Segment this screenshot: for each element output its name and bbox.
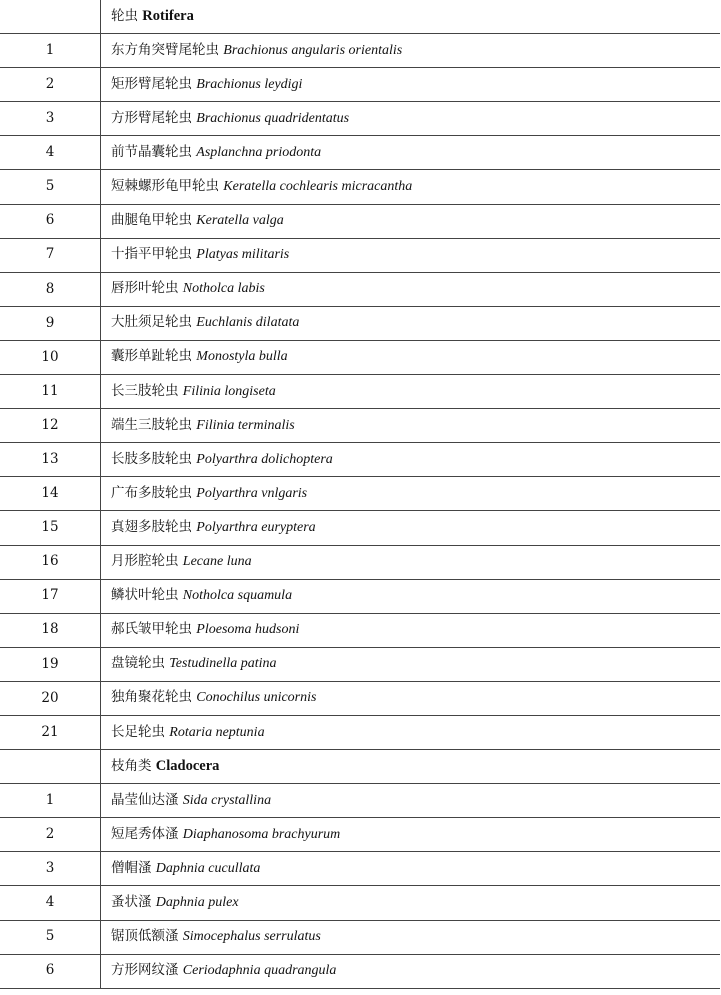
group-header-row bbox=[0, 0, 720, 34]
group-num-cell bbox=[0, 750, 101, 784]
table-row bbox=[0, 102, 720, 136]
species-cn-name: 僧帽溞 bbox=[111, 859, 152, 876]
row-number: 14 bbox=[0, 477, 101, 511]
species-name-cell bbox=[101, 340, 721, 374]
row-number: 4 bbox=[0, 886, 101, 920]
species-cn-name: 囊形单趾轮虫 bbox=[111, 348, 192, 365]
species-name-cell bbox=[101, 818, 721, 852]
species-name-cell bbox=[101, 170, 721, 204]
row-number: 3 bbox=[0, 102, 101, 136]
species-name-cell bbox=[101, 545, 721, 579]
row-number: 7 bbox=[0, 238, 101, 272]
species-name-cell bbox=[101, 579, 721, 613]
species-latin-name: Rotaria neptunia bbox=[169, 724, 265, 740]
species-name-cell bbox=[101, 886, 721, 920]
species-cn-name: 端生三肢轮虫 bbox=[111, 416, 192, 433]
species-latin-name: Testudinella patina bbox=[169, 656, 277, 672]
row-number: 13 bbox=[0, 443, 101, 477]
species-name-cell bbox=[101, 784, 721, 818]
row-number: 19 bbox=[0, 647, 101, 681]
species-name-cell bbox=[101, 511, 721, 545]
row-number: 2 bbox=[0, 68, 101, 102]
table-row bbox=[0, 545, 720, 579]
species-latin-name: Conochilus unicornis bbox=[196, 690, 317, 706]
species-name-cell bbox=[101, 34, 721, 68]
species-latin-name: Notholca squamula bbox=[182, 588, 293, 604]
table-row bbox=[0, 170, 720, 204]
species-cn-name: 独角聚花轮虫 bbox=[111, 689, 192, 706]
row-number: 18 bbox=[0, 613, 101, 647]
species-name-cell bbox=[101, 68, 721, 102]
group-latin-name: Cladocera bbox=[155, 758, 220, 775]
species-latin-name: Daphnia pulex bbox=[155, 894, 239, 910]
species-latin-name: Lecane luna bbox=[182, 554, 252, 570]
species-latin-name: Filinia terminalis bbox=[196, 417, 295, 433]
species-cn-name: 方形网纹溞 bbox=[111, 962, 179, 979]
row-number: 11 bbox=[0, 375, 101, 409]
row-number: 6 bbox=[0, 204, 101, 238]
species-cn-name: 前节晶囊轮虫 bbox=[111, 143, 192, 160]
species-cn-name: 方形臂尾轮虫 bbox=[111, 109, 192, 126]
species-name-cell bbox=[101, 375, 721, 409]
table-row bbox=[0, 238, 720, 272]
table-row bbox=[0, 375, 720, 409]
species-name-cell bbox=[101, 409, 721, 443]
table-row bbox=[0, 818, 720, 852]
species-name-cell bbox=[101, 954, 721, 988]
species-cn-name: 锯顶低额溞 bbox=[111, 928, 179, 945]
species-latin-name: Monostyla bulla bbox=[196, 349, 288, 365]
species-name-cell bbox=[101, 204, 721, 238]
table-row bbox=[0, 681, 720, 715]
species-cn-name: 广布多肢轮虫 bbox=[111, 484, 192, 501]
table-row bbox=[0, 272, 720, 306]
row-number: 2 bbox=[0, 818, 101, 852]
row-number: 10 bbox=[0, 340, 101, 374]
species-cn-name: 长三肢轮虫 bbox=[111, 382, 179, 399]
row-number: 12 bbox=[0, 409, 101, 443]
species-latin-name: Platyas militaris bbox=[196, 247, 290, 263]
table-row bbox=[0, 409, 720, 443]
row-number: 15 bbox=[0, 511, 101, 545]
row-number: 5 bbox=[0, 920, 101, 954]
table-row bbox=[0, 647, 720, 681]
row-number: 1 bbox=[0, 784, 101, 818]
species-name-cell bbox=[101, 852, 721, 886]
table-row bbox=[0, 715, 720, 749]
species-cn-name: 郝氏皱甲轮虫 bbox=[111, 621, 192, 638]
group-cn-name: 轮虫 bbox=[111, 8, 138, 25]
row-number: 5 bbox=[0, 170, 101, 204]
species-latin-name: Ceriodaphnia quadrangula bbox=[182, 963, 337, 979]
row-number: 8 bbox=[0, 272, 101, 306]
table-row bbox=[0, 920, 720, 954]
species-cn-name: 长肢多肢轮虫 bbox=[111, 450, 192, 467]
table-row bbox=[0, 136, 720, 170]
species-latin-name: Asplanchna priodonta bbox=[196, 144, 322, 160]
row-number: 9 bbox=[0, 306, 101, 340]
species-latin-name: Notholca labis bbox=[182, 281, 265, 297]
row-number: 6 bbox=[0, 954, 101, 988]
group-num-cell bbox=[0, 0, 101, 34]
table-row bbox=[0, 68, 720, 102]
species-latin-name: Euchlanis dilatata bbox=[196, 315, 300, 331]
table-row bbox=[0, 886, 720, 920]
species-latin-name: Brachionus angularis orientalis bbox=[223, 42, 403, 58]
row-number: 16 bbox=[0, 545, 101, 579]
species-cn-name: 鳞状叶轮虫 bbox=[111, 587, 179, 604]
species-name-cell bbox=[101, 715, 721, 749]
species-cn-name: 东方角突臂尾轮虫 bbox=[111, 41, 219, 58]
species-name-cell bbox=[101, 136, 721, 170]
table-row bbox=[0, 340, 720, 374]
table-row bbox=[0, 443, 720, 477]
table-row bbox=[0, 204, 720, 238]
species-latin-name: Ploesoma hudsoni bbox=[196, 622, 300, 638]
species-cn-name: 唇形叶轮虫 bbox=[111, 280, 179, 297]
species-cn-name: 长足轮虫 bbox=[111, 723, 165, 740]
species-latin-name: Brachionus leydigi bbox=[196, 76, 303, 92]
table-row bbox=[0, 579, 720, 613]
species-latin-name: Daphnia cucullata bbox=[155, 860, 261, 876]
species-name-cell bbox=[101, 613, 721, 647]
row-number: 17 bbox=[0, 579, 101, 613]
species-cn-name: 晶莹仙达溞 bbox=[111, 791, 179, 808]
species-cn-name: 真翅多肢轮虫 bbox=[111, 518, 192, 535]
species-name-cell bbox=[101, 306, 721, 340]
species-latin-name: Simocephalus serrulatus bbox=[182, 929, 321, 945]
species-name-cell bbox=[101, 238, 721, 272]
species-name-cell bbox=[101, 443, 721, 477]
row-number: 1 bbox=[0, 34, 101, 68]
table-row bbox=[0, 34, 720, 68]
group-name-cell bbox=[101, 750, 721, 784]
row-number: 3 bbox=[0, 852, 101, 886]
row-number: 21 bbox=[0, 715, 101, 749]
group-header-row bbox=[0, 750, 720, 784]
species-latin-name: Polyarthra vnlgaris bbox=[196, 485, 308, 501]
species-name-cell bbox=[101, 477, 721, 511]
row-number: 4 bbox=[0, 136, 101, 170]
species-cn-name: 曲腿龟甲轮虫 bbox=[111, 212, 192, 229]
table-row bbox=[0, 477, 720, 511]
species-latin-name: Sida crystallina bbox=[182, 792, 272, 808]
table-row bbox=[0, 954, 720, 988]
species-cn-name: 短尾秀体溞 bbox=[111, 825, 179, 842]
species-latin-name: Brachionus quadridentatus bbox=[196, 110, 350, 126]
species-latin-name: Polyarthra dolichoptera bbox=[196, 451, 333, 467]
group-name-cell bbox=[101, 0, 721, 34]
species-latin-name: Diaphanosoma brachyurum bbox=[182, 826, 341, 842]
species-latin-name: Filinia longiseta bbox=[182, 383, 276, 399]
group-latin-name: Rotifera bbox=[142, 8, 194, 25]
species-cn-name: 矩形臂尾轮虫 bbox=[111, 75, 192, 92]
group-cn-name: 枝角类 bbox=[111, 758, 152, 775]
species-cn-name: 大肚须足轮虫 bbox=[111, 314, 192, 331]
species-name-cell bbox=[101, 920, 721, 954]
table-row bbox=[0, 784, 720, 818]
species-cn-name: 盘镜轮虫 bbox=[111, 655, 165, 672]
table-row bbox=[0, 852, 720, 886]
species-name-cell bbox=[101, 272, 721, 306]
species-cn-name: 短棘螺形龟甲轮虫 bbox=[111, 178, 219, 195]
species-latin-name: Keratella cochlearis micracantha bbox=[223, 179, 413, 195]
species-latin-name: Polyarthra euryptera bbox=[196, 519, 316, 535]
table-row bbox=[0, 511, 720, 545]
species-latin-name: Keratella valga bbox=[196, 213, 284, 229]
row-number: 20 bbox=[0, 681, 101, 715]
species-name-cell bbox=[101, 647, 721, 681]
table-row bbox=[0, 306, 720, 340]
species-name-cell bbox=[101, 102, 721, 136]
species-name-cell bbox=[101, 681, 721, 715]
species-cn-name: 十指平甲轮虫 bbox=[111, 246, 192, 263]
table-row bbox=[0, 613, 720, 647]
species-cn-name: 月形腔轮虫 bbox=[111, 553, 179, 570]
species-cn-name: 蚤状溞 bbox=[111, 893, 152, 910]
